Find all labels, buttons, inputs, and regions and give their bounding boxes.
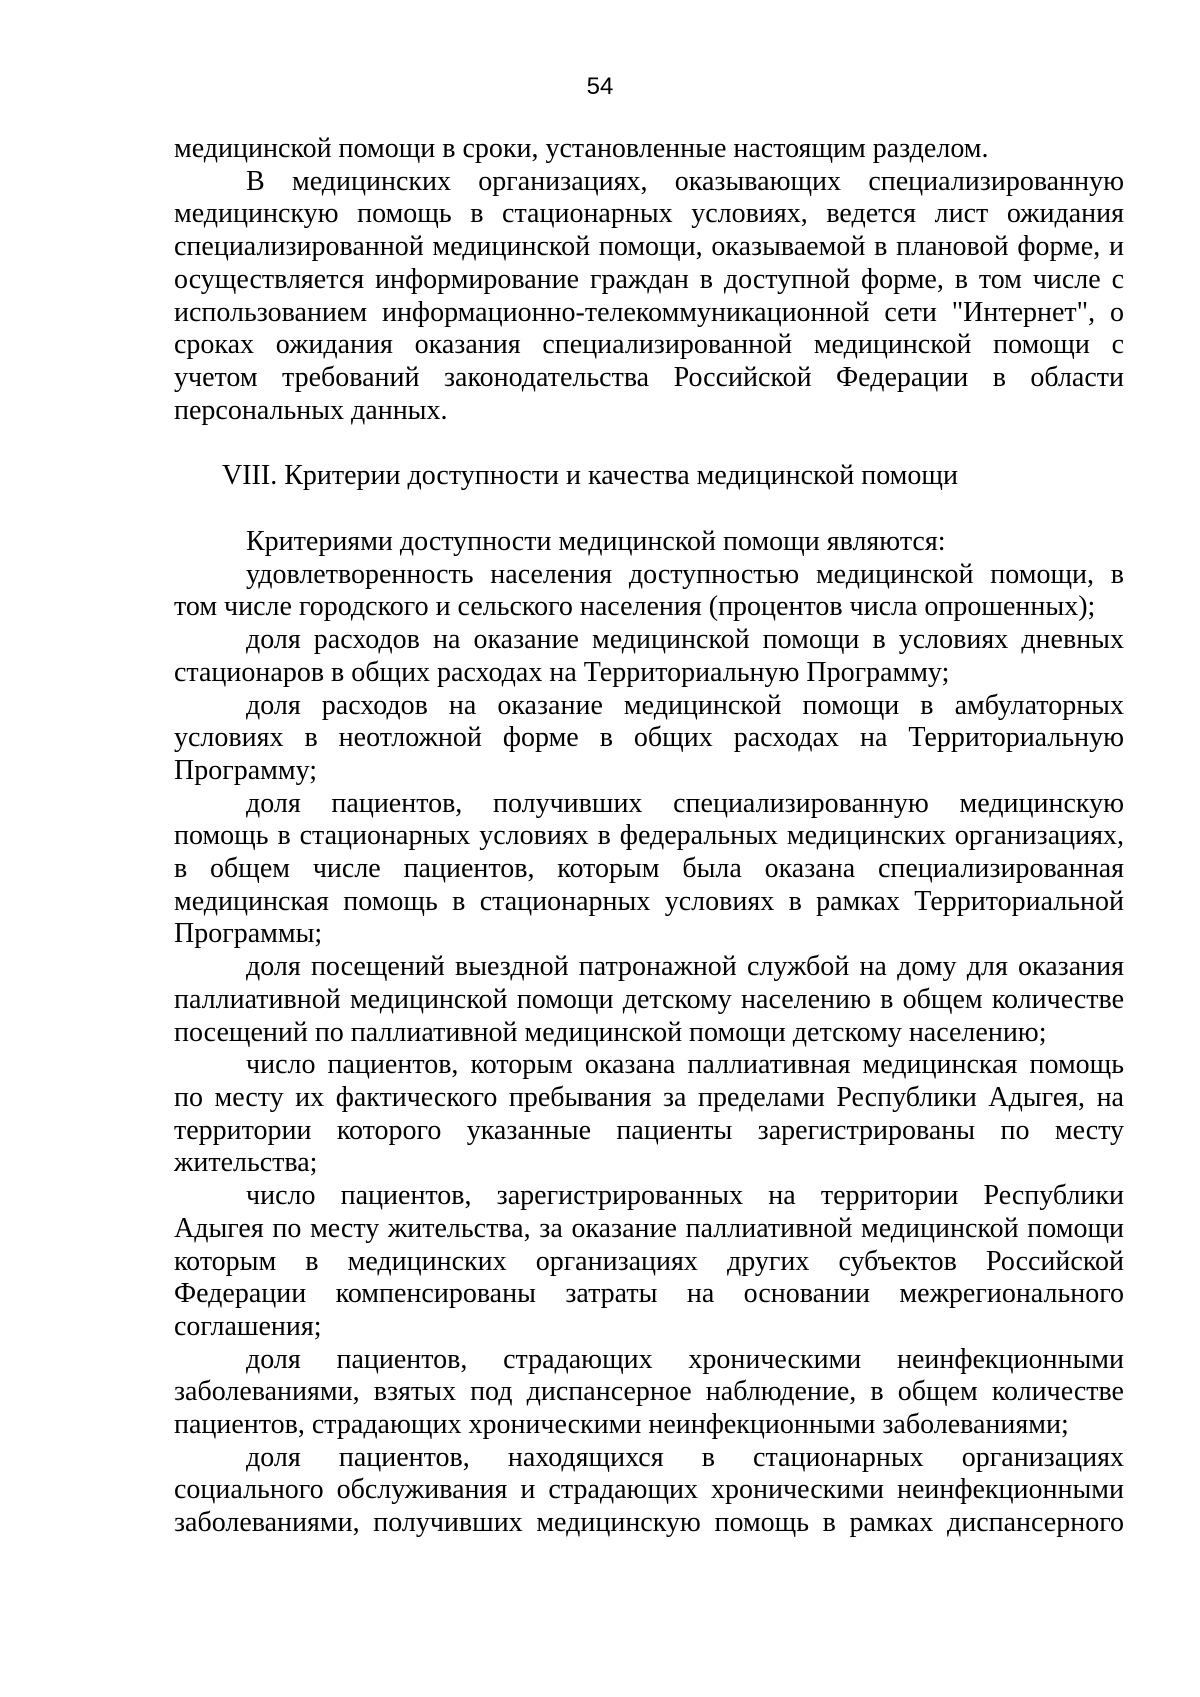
paragraph-continuation: медицинской помощи в сроки, установленные настоящим разделом. (174, 133, 989, 164)
criterion-item: доля расходов на оказание медицинской помощи в условиях дневных стационаров в общих расходах на Территориальную Программу; (174, 624, 1124, 688)
criterion-item: доля пациентов, находящихся в стационарных организациях социального обслуживания и страдающих хроническими неинфекционными заболеваниями, получивших медицинскую помощь в рамках диспансерного (174, 1441, 1124, 1539)
page-number: 54 (586, 73, 614, 100)
section-heading: VIII. Критерии доступности и качества медицинской помощи (222, 460, 958, 492)
criterion-item: доля посещений выездной патронажной службой на дому для оказания паллиативной медицинской помощи детскому населению в общем количестве посещений по паллиативной медицинской помощи детскому населению; (174, 951, 1124, 1048)
paragraph-criteria-intro: Критериями доступности медицинской помощи являются: (246, 526, 946, 558)
criterion-item: удовлетворенность населения доступностью медицинской помощи, в том числе городского и сельского населения (процентов числа опрошенных); (174, 558, 1124, 623)
criterion-item: доля расходов на оказание медицинской помощи в амбулаторных условиях в неотложной форме в общих расходах на Территориальную Программу; (174, 689, 1124, 786)
criterion-item: доля пациентов, получивших специализированную медицинскую помощь в стационарных условиях в федеральных медицинских организациях, в общем числе пациентов, которым была оказана специализированная медицинская помощь в стационарных условиях в рамках Территориальной Программы; (174, 787, 1124, 950)
paragraph-waiting-list: В медицинских организациях, оказывающих специализированную медицинскую помощь в стационарных условиях, ведется лист ожидания специализированной медицинской помощи, оказываемой в плановой форме, и осуществляется информирование граждан в доступной форме, в том числе с использованием информационно-телекоммуникационной сети "Интернет", о сроках ожидания оказания специализированной медицинской помощи с учетом требований законодательства Российской Федерации в области персональных данных. (174, 165, 1124, 426)
criterion-item: число пациентов, зарегистрированных на территории Республики Адыгея по месту жительства, за оказание паллиативной медицинской помощи которым в медицинских организациях других субъектов Российской Федерации компенсированы затраты на основании межрегионального соглашения; (174, 1180, 1124, 1342)
document-body (174, 133, 1124, 1540)
criterion-item: число пациентов, которым оказана паллиативная медицинская помощь по месту их фактического пребывания за пределами Республики Адыгея, на территории которого указанные пациенты зарегистрированы по месту жительства; (174, 1049, 1124, 1179)
criterion-item: доля пациентов, страдающих хроническими неинфекционными заболеваниями, взятых под диспансерное наблюдение, в общем количестве пациентов, страдающих хроническими неинфекционными заболеваниями; (174, 1343, 1124, 1441)
